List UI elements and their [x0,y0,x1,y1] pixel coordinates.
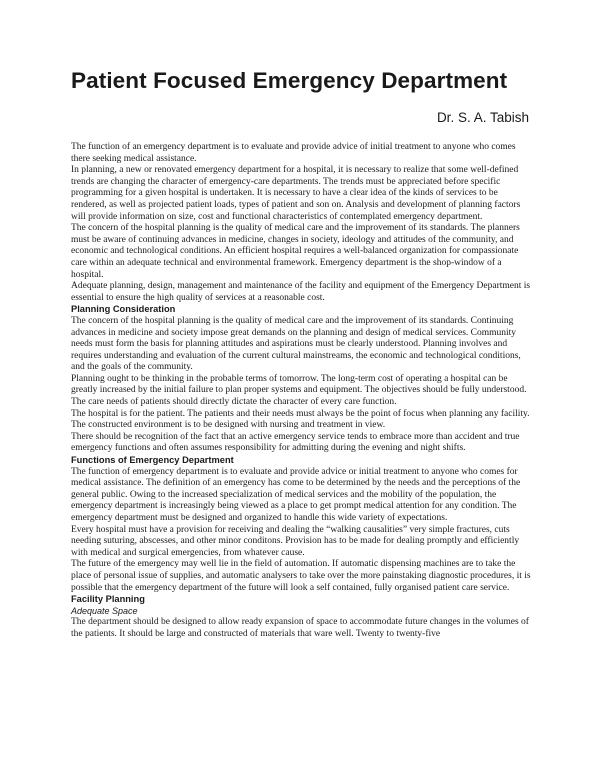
subsection-heading: Adequate Space [71,605,138,616]
section-heading: Facility Planning [71,594,145,605]
section-heading: Functions of Emergency Department [71,455,234,466]
body-paragraph: There should be recognition of the fact that an active emergency service tends to embrace more than accident and true emergency functions and often assumes responsibility for admitting during the evening and night shifts. [71,431,520,454]
body-paragraph: The function of emergency department is to evaluate and provide advice or initial treatment to anyone who comes for medical assistance. The definition of an emergency has come to be determined by the needs and the perceptions of the general public. Owing to the increased specialization of medical services and the mobility of the population, the emergency department is increasingly being viewed as a place to get prompt medical attention for any condition. The emergency department must be designed and organized to handle this wide variety of expectations. [71,466,521,523]
author-name: Dr. S. A. Tabish [436,110,529,125]
body-paragraph: In planning, a new or renovated emergency department for a hospital, it is necessary to realize that some well-defined trends are changing the character of emergency-care departments. The trends must be appreciated before specific programming for a given hospital is undertaken. It is necessary to have a clear idea of the kinds of services to be rendered, as well as projected patient loads, types of patient and son on. Analysis and development of planning factors will provide information on size, cost and functional characteristics of contemplated emergency department. [71,165,521,222]
document-body [71,142,531,641]
body-paragraph: The concern of the hospital planning is the quality of medical care and the improvement of its standards. Continuing advances in medicine and society impose great demands on the planning and design of medical services. Community needs must form the basis for planning attitudes and aspirations must be clearly understood. Planning involves and requires understanding and evaluation of the current cultural mainstreams, the economic and technological conditions, and the goals of the community. [71,315,521,373]
body-paragraph: Every hospital must have a provision for receiving and dealing the “walking causalities” very simple fractures, cuts needing suturing, abscesses, and other minor conditons. Provision has to be made for dealing promptly and efficiently with medical and surgical emergencies, from whatever cause. [71,524,520,558]
body-paragraph: The function of an emergency department is to evaluate and provide advice of initial treatment to anyone who comes there seeking medical assistance. [71,142,516,164]
body-paragraph: Planning ought to be thinking in the probable terms of tomorrow. The long-term cost of operating a hospital can be greatly increased by the initial failure to plan proper systems and equipment. The objectives should be fully understood. The care needs of patients should directly dictate the character of every care function. [71,373,527,408]
body-paragraph: The department should be designed to allow ready expansion of space to accommodate future changes in the volumes of the patients. It should be large and constructed of materials that ware well. Twenty to twenty-five [71,617,529,639]
body-paragraph: The future of the emergency may well lie in the field of automation. If automatic dispensing machines are to take the place of personal issue of supplies, and automatic analysers to take over the more painstaking diagnostic procedures, it is possible that the emergency department of the future will look a self contained, fully organised patient care service. [71,559,531,593]
body-paragraph: The hospital is for the patient. The patients and their needs must always be the point of focus when planning any facility. The constructed environment is to be designed with nursing and treatment in view. [71,408,530,431]
body-paragraph: The concern of the hospital planning is the quality of medical care and the improvement of its standards. The planners must be aware of continuing advances in medicine, changes in society, ideology and attitudes of the community, and economic and technological conditions. An efficient hospital requires a well-balanced organization for compassionate care within an adequate technical and environmental framework. Emergency department is the shop-window of a hospital. [71,223,520,280]
document-title: Patient Focused Emergency Department [71,68,508,93]
section-heading: Planning Consideration [71,304,176,315]
body-paragraph: Adequate planning, design, management and maintenance of the facility and equipment of the Emergency Department is essential to ensure the high quality of services at a reasonable cost. [71,281,531,303]
